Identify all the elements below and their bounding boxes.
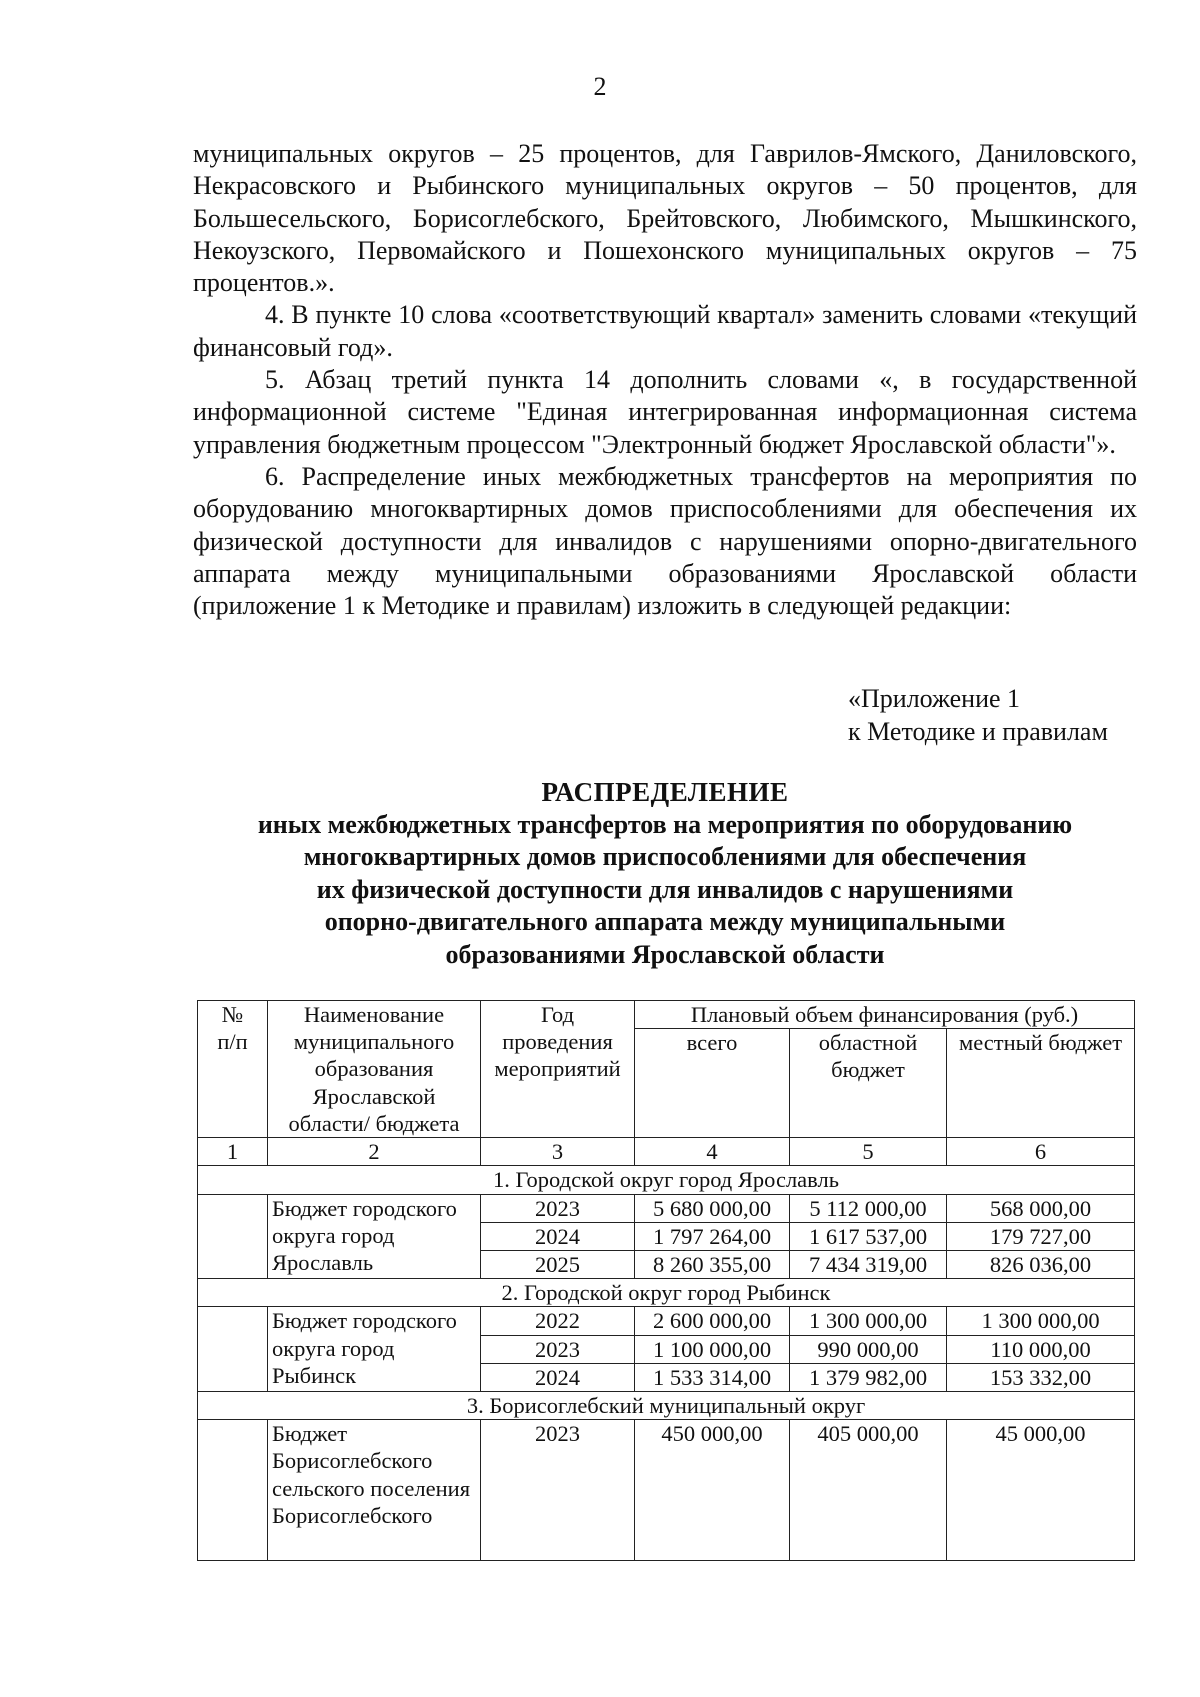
body-text (193, 138, 1137, 622)
document-title (193, 776, 1137, 971)
paragraph-item-6: 6. Распределение иных межбюджетных трансфертов на мероприятия по оборудованию многоквартирных домов приспособлениями для обеспечения их физической доступности для инвалидов с нарушениями опорно-двигательного аппарата между муниципальными образованиями Ярославской области (приложение 1 к Методике и правилам) изложить в следующей редакции: (193, 461, 1137, 621)
header-name: Наименование муниципального образования Ярославской области/ бюджета (268, 1001, 481, 1138)
title-line-5: образованиями Ярославской области (445, 939, 885, 969)
distribution-table (197, 1000, 1135, 1561)
regional-cell: 7 434 319,00 (790, 1251, 947, 1279)
local-cell: 179 727,00 (947, 1222, 1135, 1250)
year-cell: 2023 (481, 1335, 635, 1363)
header-num: № п/п (198, 1001, 268, 1138)
regional-cell: 990 000,00 (790, 1335, 947, 1363)
title-line-1: иных межбюджетных трансфертов на мероприятия по оборудованию (257, 809, 1073, 839)
year-cell: 2024 (481, 1363, 635, 1391)
total-cell: 2 600 000,00 (635, 1307, 790, 1335)
section-title-row (198, 1392, 1135, 1420)
header-regional: областной бюджет (790, 1029, 947, 1138)
col-number: 6 (947, 1138, 1135, 1166)
header-year: Год проведения мероприятий (481, 1001, 635, 1138)
table-row (198, 1194, 1135, 1222)
annex-line-1: «Приложение 1 (848, 684, 1021, 713)
empty-num-cell (198, 1420, 268, 1561)
col-number: 1 (198, 1138, 268, 1166)
section-title: 2. Городской округ город Рыбинск (198, 1279, 1135, 1307)
year-cell: 2023 (481, 1420, 635, 1561)
total-cell: 1 797 264,00 (635, 1222, 790, 1250)
col-number: 5 (790, 1138, 947, 1166)
section-title-row (198, 1279, 1135, 1307)
table-row (198, 1420, 1135, 1561)
regional-cell: 405 000,00 (790, 1420, 947, 1561)
section-title-row (198, 1166, 1135, 1194)
local-cell: 153 332,00 (947, 1363, 1135, 1391)
column-number-row (198, 1138, 1135, 1166)
year-cell: 2024 (481, 1222, 635, 1250)
year-cell: 2023 (481, 1194, 635, 1222)
local-cell: 110 000,00 (947, 1335, 1135, 1363)
total-cell: 450 000,00 (635, 1420, 790, 1561)
col-number: 4 (635, 1138, 790, 1166)
header-local: местный бюджет (947, 1029, 1135, 1138)
regional-cell: 1 617 537,00 (790, 1222, 947, 1250)
total-cell: 8 260 355,00 (635, 1251, 790, 1279)
budget-name-cell: Бюджет Борисоглебского сельского поселения Борисоглебского (268, 1420, 481, 1561)
total-cell: 1 100 000,00 (635, 1335, 790, 1363)
section-title: 3. Борисоглебский муниципальный округ (198, 1392, 1135, 1420)
title-line-3: их физической доступности для инвалидов с нарушениями (316, 874, 1014, 904)
total-cell: 1 533 314,00 (635, 1363, 790, 1391)
budget-name-cell: Бюджет городского округа город Ярославль (268, 1194, 481, 1279)
regional-cell: 1 300 000,00 (790, 1307, 947, 1335)
local-cell: 1 300 000,00 (947, 1307, 1135, 1335)
paragraph-item-5: 5. Абзац третий пункта 14 дополнить словами «, в государственной информационной системе "Единая интегрированная информационная система управления бюджетным процессом "Электронный бюджет Ярославской области"». (193, 365, 1137, 459)
title-line-4: опорно-двигательного аппарата между муниципальными (324, 907, 1006, 936)
title-line-2: многоквартирных домов приспособлениями для обеспечения (303, 842, 1027, 871)
year-cell: 2022 (481, 1307, 635, 1335)
annex-reference (848, 683, 1148, 748)
section-title: 1. Городской округ город Ярославль (198, 1166, 1135, 1194)
local-cell: 568 000,00 (947, 1194, 1135, 1222)
title-heading: РАСПРЕДЕЛЕНИЕ (541, 777, 789, 807)
header-row (198, 1001, 1135, 1029)
local-cell: 826 036,00 (947, 1251, 1135, 1279)
empty-num-cell (198, 1194, 268, 1279)
total-cell: 5 680 000,00 (635, 1194, 790, 1222)
budget-name-cell: Бюджет городского округа город Рыбинск (268, 1307, 481, 1392)
year-cell: 2025 (481, 1251, 635, 1279)
table-row (198, 1307, 1135, 1335)
paragraph-item-4: 4. В пункте 10 слова «соответствующий квартал» заменить словами «текущий финансовый год». (193, 300, 1137, 362)
page-number: 2 (593, 72, 607, 101)
col-number: 2 (268, 1138, 481, 1166)
empty-num-cell (198, 1307, 268, 1392)
header-planned: Плановый объем финансирования (руб.) (635, 1001, 1135, 1029)
regional-cell: 1 379 982,00 (790, 1363, 947, 1391)
local-cell: 45 000,00 (947, 1420, 1135, 1561)
annex-line-2: к Методике и правилам (848, 716, 1108, 746)
paragraph-continuation: муниципальных округов – 25 процентов, для Гаврилов-Ямского, Даниловского, Некрасовского и Рыбинского муниципальных округов – 50 процентов, для Большесельского, Борисоглебского, Брейтовского, Любимского, Мышкинского, Некоузского, Первомайского и Пошехонского муниципальных округов – 75 процентов.». (193, 139, 1137, 298)
header-total: всего (635, 1029, 790, 1138)
col-number: 3 (481, 1138, 635, 1166)
regional-cell: 5 112 000,00 (790, 1194, 947, 1222)
